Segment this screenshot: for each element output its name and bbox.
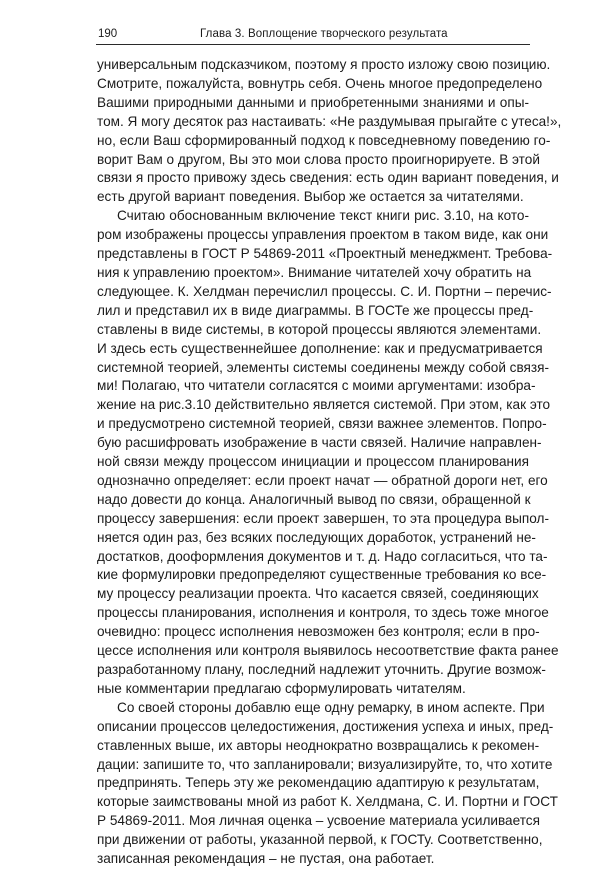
- text-line: ные комментарии предлагаю сформулировать читателям.: [97, 680, 466, 696]
- running-header: [98, 26, 528, 42]
- text-line: дации: запишите то, что запланировали; визуализируйте, то, что хотите: [97, 756, 553, 772]
- text-line: И здесь есть существеннейшее дополнение: как и предусматривается: [97, 340, 543, 356]
- text-line: но, если Ваш сформированный подход к повседневному поведению го-: [97, 132, 551, 148]
- text-line: следующее. К. Хелдман перечислил процессы. С. И. Портни – перечис-: [97, 283, 552, 299]
- text-line: ми! Полагаю, что читатели согласятся с моими аргументами: изобра-: [97, 378, 536, 394]
- text-line: цессе исполнения или контроля выявилось несоответствие факта ранее: [97, 643, 559, 659]
- text-line: представлены в ГОСТ Р 54869-2011 «Проектный менеджмент. Требова-: [97, 246, 553, 262]
- text-line: описании процессов целедостижения, достижения успеха и иных, пред-: [97, 718, 554, 734]
- text-line: достатков, дооформления документов и т. д. Надо согласиться, что та-: [97, 548, 548, 564]
- text-line: универсальным подсказчиком, поэтому я просто изложу свою позицию.: [97, 57, 551, 72]
- text-line: бую расшифровать изображение в части связей. Наличие направлен-: [97, 435, 542, 451]
- text-line: Считаю обоснованным включение текст книги рис. 3.10, на кото-: [117, 208, 529, 224]
- text-line: ворит Вам о другом, Вы это мои слова просто проигнорируете. В этой: [97, 151, 540, 167]
- text-line: жение на рис.3.10 действительно является системой. При этом, как это: [97, 397, 551, 413]
- text-line: Вашими природными данными и приобретенными знаниями и опы-: [97, 94, 529, 110]
- text-line: при движении от работы, указанной первой, к ГОСТу. Соответственно,: [97, 832, 543, 848]
- text-line: ной связи между процессом инициации и процессом планирования: [97, 454, 529, 470]
- text-line: связи я просто привожу здесь сведения: есть один вариант поведения, и: [97, 170, 559, 186]
- text-line: Р 54869-2011. Моя личная оценка – усвоение материала усиливается: [97, 813, 540, 829]
- text-line: ром изображены процессы управления проектом в таком виде, как они: [97, 227, 549, 243]
- text-line: однозначно определяет: если проект начат — обратной дороги нет, его: [97, 472, 548, 488]
- text-line: и предусмотрено системной теорией, связи важнее элементов. Попро-: [97, 416, 547, 432]
- text-line: надо довести до конца. Аналогичный вывод по связи, обращенной к: [97, 491, 531, 507]
- text-line: ставленных выше, их авторы неоднократно возвращались к рекомен-: [97, 737, 540, 753]
- text-line: системной теорией, элементы системы соединены между собой связя-: [97, 359, 550, 375]
- text-line: лил и представил их в виде диаграммы. В ГОСТе же процессы пред-: [97, 302, 534, 318]
- text-line: записанная рекомендация – не пустая, она работает.: [97, 851, 435, 867]
- text-line: ния к управлению проектом». Внимание читателей хочу обратить на: [97, 264, 532, 280]
- text-line: разработанному плану, последний надлежит уточнить. Другие возмож-: [97, 662, 546, 677]
- header-rule: [96, 44, 530, 45]
- text-line: которые заимствованы мной из работ К. Хелдмана, С. И. Портни и ГОСТ: [97, 794, 558, 810]
- text-line: процессу завершения: если проект завершен, то эта процедура выпол-: [97, 510, 549, 526]
- paragraph: [97, 207, 559, 699]
- text-line: Смотрите, пожалуйста, вовнутрь себя. Очень многое предопределено: [97, 75, 543, 91]
- text-line: очевидно: процесс исполнения невозможен без контроля; если в про-: [97, 624, 540, 640]
- text-line: том. Я могу десяток раз настаивать: «Не раздумывая прыгайте с утеса!»,: [97, 113, 562, 129]
- text-line: предпринять. Теперь эту же рекомендацию адаптирую к результатам,: [97, 775, 540, 791]
- text-line: процессы планирования, исполнения и контроля, то здесь тоже многое: [97, 605, 549, 621]
- text-line: му процессу реализации проекта. Что касается связей, соединяющих: [97, 586, 539, 602]
- paragraph: [97, 699, 558, 869]
- text-line: няется один раз, без всяких последующих доработок, устранений не-: [97, 529, 536, 545]
- text-line: кие формулировки предопределяют существенные требования ко все-: [97, 567, 547, 583]
- text-line: ставлены в виде системы, в которой процессы являются элементами.: [97, 321, 542, 337]
- body-text: [97, 56, 562, 869]
- chapter-title: Глава 3. Воплощение творческого результата: [200, 28, 448, 40]
- text-line: есть другой вариант поведения. Выбор же остается за читателями.: [97, 189, 524, 205]
- paragraph: [97, 56, 562, 207]
- text-line: Со своей стороны добавлю еще одну ремарку, в ином аспекте. При: [117, 699, 545, 715]
- page-number: 190: [98, 28, 118, 40]
